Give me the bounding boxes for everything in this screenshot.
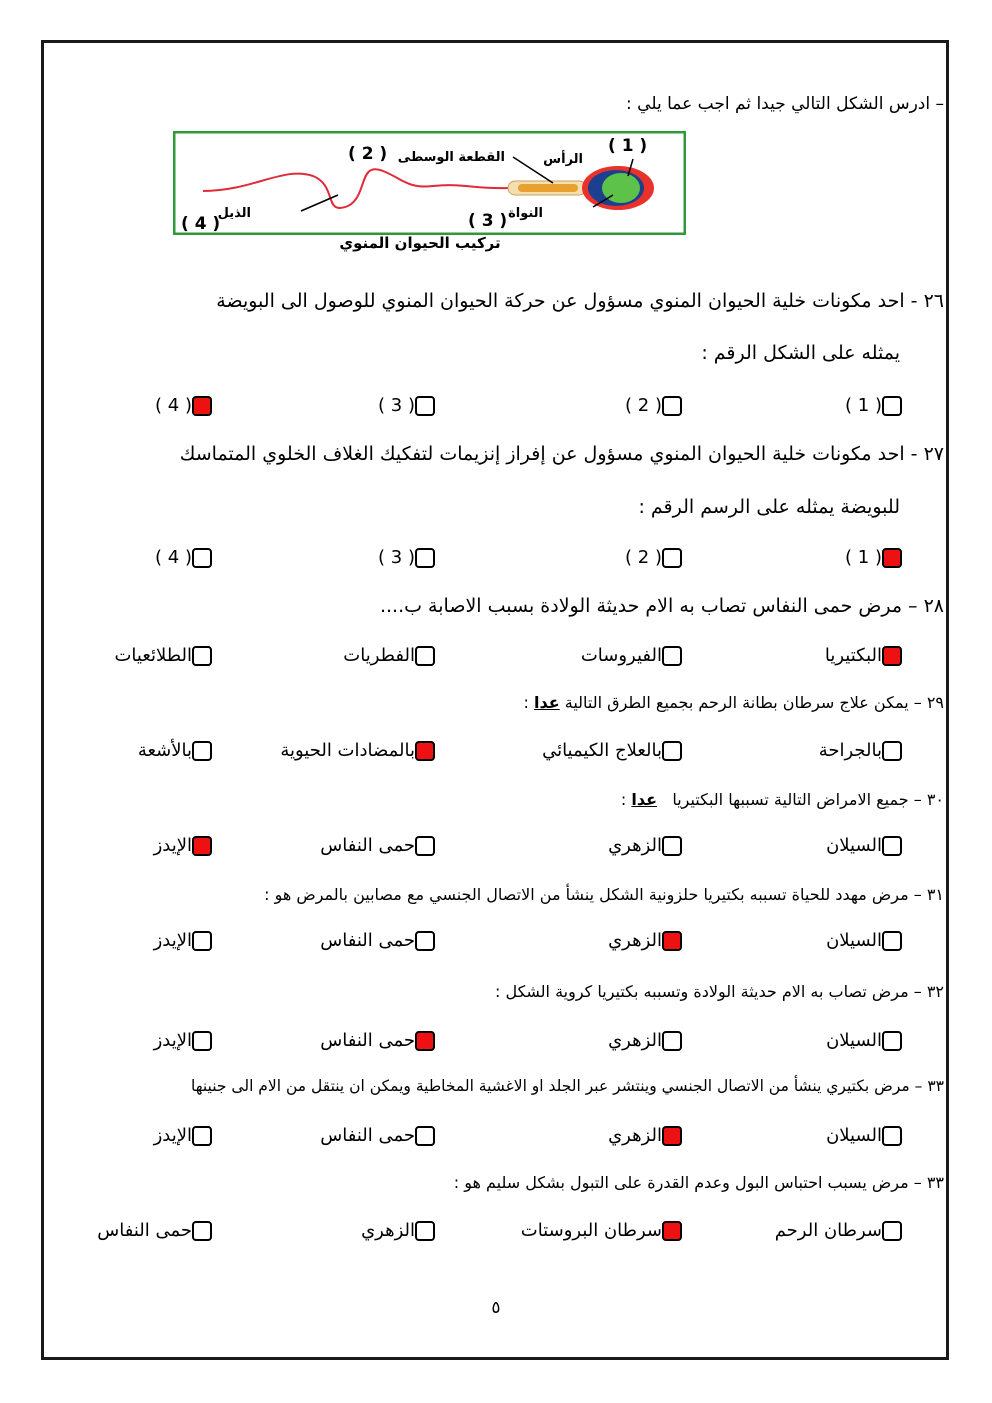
checkbox[interactable]	[662, 396, 682, 416]
q26-text-2: يمثله على الشكل الرقم :	[701, 342, 900, 364]
q26-option-2[interactable]: ( 2 )	[619, 395, 682, 416]
q34-option-3[interactable]: الزهري	[355, 1220, 435, 1241]
q33-option-4[interactable]: الإيدز	[148, 1125, 212, 1146]
checkbox[interactable]	[192, 836, 212, 856]
q29-option-1[interactable]: بالجراحة	[813, 740, 902, 761]
checkbox[interactable]	[415, 1126, 435, 1146]
q31-option-4[interactable]: الإيدز	[148, 930, 212, 951]
q33-text: ٣٣ – مرض بكتيري ينشأ من الاتصال الجنسي وينتشر عبر الجلد او الاغشية المخاطية ويمكن ان ينتقل من الام الى جنينها	[191, 1077, 944, 1095]
checkbox[interactable]	[192, 741, 212, 761]
label-n3: ( 3 )	[468, 211, 508, 231]
q30-emphasis: عدا	[631, 790, 658, 809]
q30-option-2[interactable]: الزهري	[602, 835, 682, 856]
checkbox[interactable]	[415, 396, 435, 416]
checkbox[interactable]	[882, 1126, 902, 1146]
checkbox[interactable]	[415, 741, 435, 761]
label-n4: ( 4 )	[181, 214, 221, 234]
q32-option-3[interactable]: حمى النفاس	[314, 1030, 435, 1051]
checkbox[interactable]	[882, 836, 902, 856]
checkbox[interactable]	[662, 1031, 682, 1051]
checkbox[interactable]	[662, 741, 682, 761]
checkbox[interactable]	[882, 931, 902, 951]
q29-option-3[interactable]: بالمضادات الحيوية	[274, 740, 435, 761]
q27-text: ٢٧ - احد مكونات خلية الحيوان المنوي مسؤول عن إفراز إنزيمات لتفكيك الغلاف الخلوي المتماسك	[179, 443, 944, 465]
figure-caption: تركيب الحيوان المنوي	[339, 234, 501, 252]
q27-text-2: للبويضة يمثله على الرسم الرقم :	[638, 496, 900, 518]
q32-option-4[interactable]: الإيدز	[148, 1030, 212, 1051]
q30-option-1[interactable]: السيلان	[820, 835, 902, 856]
q33-option-1[interactable]: السيلان	[820, 1125, 902, 1146]
checkbox[interactable]	[415, 836, 435, 856]
q26-option-1[interactable]: ( 1 )	[839, 395, 902, 416]
checkbox[interactable]	[662, 836, 682, 856]
checkbox[interactable]	[192, 931, 212, 951]
page-number: ٥	[491, 1298, 501, 1318]
label-tail: الذيل	[217, 206, 251, 221]
q31-option-3[interactable]: حمى النفاس	[314, 930, 435, 951]
q29-option-2[interactable]: بالعلاج الكيميائي	[536, 740, 682, 761]
q28-option-1[interactable]: البكتيريا	[819, 645, 902, 666]
q27-option-4[interactable]: ( 4 )	[149, 547, 212, 568]
q26-text: ٢٦ - احد مكونات خلية الحيوان المنوي مسؤول عن حركة الحيوان المنوي للوصول الى البويضة	[216, 290, 944, 312]
q34-option-1[interactable]: سرطان الرحم	[769, 1220, 902, 1241]
checkbox[interactable]	[882, 396, 902, 416]
q34-option-4[interactable]: حمى النفاس	[91, 1220, 212, 1241]
q28-text: ٢٨ – مرض حمى النفاس تصاب به الام حديثة الولادة بسبب الاصابة ب....	[379, 595, 944, 617]
q30-option-4[interactable]: الإيدز	[148, 835, 212, 856]
checkbox[interactable]	[662, 1126, 682, 1146]
label-n1: ( 1 )	[608, 136, 648, 156]
q31-text: ٣١ – مرض مهدد للحياة تسببه بكتيريا حلزونية الشكل ينشأ من الاتصال الجنسي مع مصابين بالمرض هو :	[264, 885, 944, 904]
checkbox[interactable]	[882, 1031, 902, 1051]
q26-option-4[interactable]: ( 4 )	[149, 395, 212, 416]
checkbox[interactable]	[662, 1221, 682, 1241]
checkbox[interactable]	[882, 646, 902, 666]
checkbox[interactable]	[192, 1126, 212, 1146]
q26-option-3[interactable]: ( 3 )	[372, 395, 435, 416]
q34-text: ٣٣ – مرض يسبب احتباس البول وعدم القدرة على التبول بشكل سليم هو :	[453, 1173, 944, 1192]
q34-option-2[interactable]: سرطان البروستات	[515, 1220, 682, 1241]
q33-option-3[interactable]: حمى النفاس	[314, 1125, 435, 1146]
mitochondria	[518, 184, 578, 192]
checkbox[interactable]	[882, 741, 902, 761]
q27-option-3[interactable]: ( 3 )	[372, 547, 435, 568]
checkbox[interactable]	[192, 548, 212, 568]
checkbox[interactable]	[192, 396, 212, 416]
checkbox[interactable]	[662, 931, 682, 951]
checkbox[interactable]	[192, 1031, 212, 1051]
checkbox[interactable]	[192, 646, 212, 666]
label-n2: ( 2 )	[348, 144, 388, 164]
label-head: الرأس	[543, 152, 583, 167]
q33-option-2[interactable]: الزهري	[602, 1125, 682, 1146]
intro-instruction: – ادرس الشكل التالي جيدا ثم اجب عما يلي :	[626, 94, 944, 114]
checkbox[interactable]	[882, 1221, 902, 1241]
checkbox[interactable]	[415, 548, 435, 568]
checkbox[interactable]	[882, 548, 902, 568]
checkbox[interactable]	[415, 931, 435, 951]
q29-option-4[interactable]: بالأشعة	[132, 740, 212, 761]
checkbox[interactable]	[192, 1221, 212, 1241]
sperm-diagram	[173, 131, 686, 235]
q32-option-2[interactable]: الزهري	[602, 1030, 682, 1051]
q32-option-1[interactable]: السيلان	[820, 1030, 902, 1051]
checkbox[interactable]	[415, 1031, 435, 1051]
q27-option-2[interactable]: ( 2 )	[619, 547, 682, 568]
checkbox[interactable]	[662, 646, 682, 666]
q29-text: ٢٩ – يمكن علاج سرطان بطانة الرحم بجميع الطرق التالية عدا :	[523, 693, 944, 712]
q31-option-2[interactable]: الزهري	[602, 930, 682, 951]
label-nucleus: النواة	[508, 206, 543, 221]
q27-option-1[interactable]: ( 1 )	[839, 547, 902, 568]
q28-option-3[interactable]: الفطريات	[337, 645, 435, 666]
q31-option-1[interactable]: السيلان	[820, 930, 902, 951]
q30-option-3[interactable]: حمى النفاس	[314, 835, 435, 856]
checkbox[interactable]	[415, 1221, 435, 1241]
q30-text: ٣٠ – جميع الامراض التالية تسببها البكتيريا عدا :	[620, 790, 944, 809]
checkbox[interactable]	[415, 646, 435, 666]
checkbox[interactable]	[662, 548, 682, 568]
label-middle: القطعة الوسطى	[397, 150, 505, 165]
q28-option-2[interactable]: الفيروسات	[575, 645, 682, 666]
q29-emphasis: عدا	[534, 693, 560, 712]
q28-option-4[interactable]: الطلائعيات	[108, 645, 212, 666]
q32-text: ٣٢ – مرض تصاب به الام حديثة الولادة وتسببه بكتيريا كروية الشكل :	[494, 982, 944, 1001]
